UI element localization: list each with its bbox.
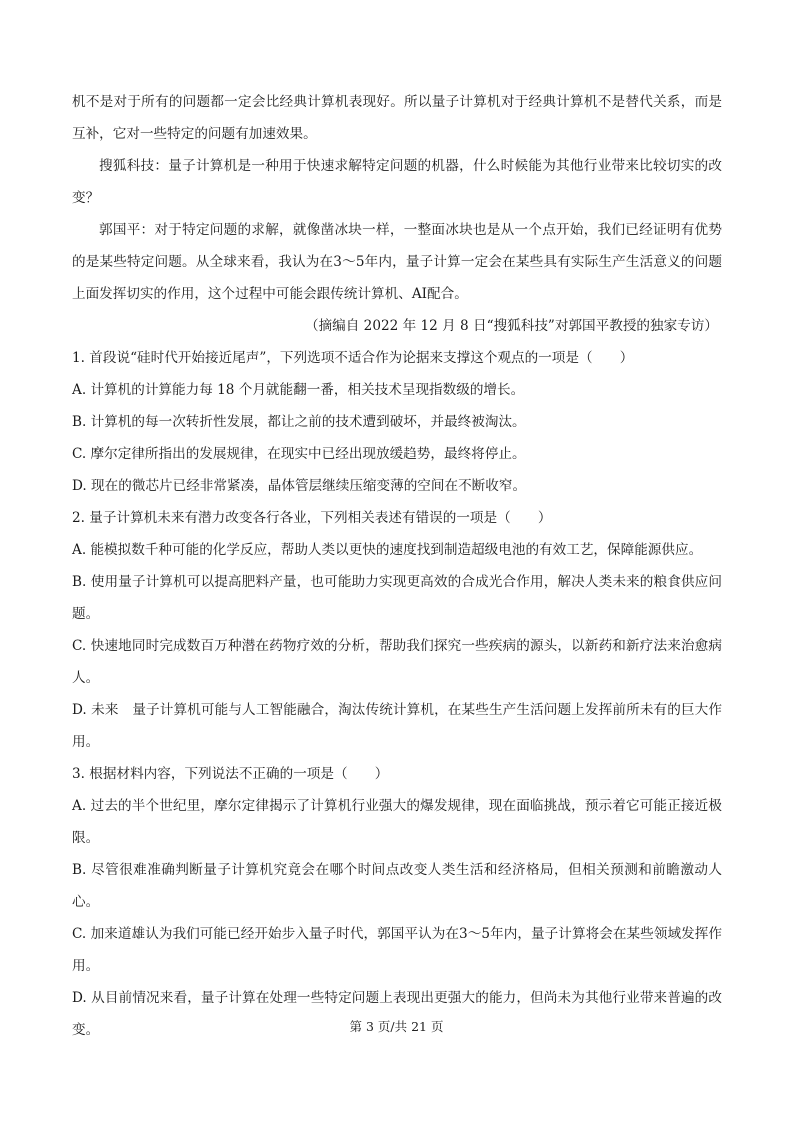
question-1 xyxy=(72,342,722,502)
passage-paragraph: 郭国平：对于特定问题的求解，就像凿冰块一样，一整面冰块也是从一个点开始，我们已经证明有优势的是某些特定问题。从全球来看，我认为在3～5年内，量子计算一定会在某些具有实际生产生活意义的问题上面发挥切实的作用，这个过程中可能会跟传统计算机、AI配合。 xyxy=(72,222,722,302)
question-stem: 3. 根据材料内容，下列说法不正确的一项是（ ） xyxy=(72,766,389,782)
document-body xyxy=(72,86,722,1046)
option-c: C. 加来道雄认为我们可能已经开始步入量子时代，郭国平认为在3～5年内，量子计算将会在某些领域发挥作用。 xyxy=(72,926,722,974)
passage-paragraph: 机不是对于所有的问题都一定会比经典计算机表现好。所以量子计算机对于经典计算机不是替代关系，而是互补，它对一些特定的问题有加速效果。 xyxy=(72,94,722,142)
option-a: A. 计算机的计算能力每 18 个月就能翻一番，相关技术呈现指数级的增长。 xyxy=(72,382,525,398)
option-a: A. 能模拟数千种可能的化学反应，帮助人类以更快的速度找到制造超级电池的有效工艺，保障能源供应。 xyxy=(72,542,703,558)
option-d: D. 从目前情况来看，量子计算在处理一些特定问题上表现出更强大的能力，但尚未为其他行业带来普遍的改变。 xyxy=(72,990,722,1038)
option-c: C. 快速地同时完成数百万种潜在药物疗效的分析，帮助我们探究一些疾病的源头，以新药和新疗法来治愈病人。 xyxy=(72,638,722,686)
question-stem: 1. 首段说“硅时代开始接近尾声”，下列选项不适合作为论据来支撑这个观点的一项是（ ） xyxy=(72,350,634,366)
passage-source: （摘编自 2022 年 12 月 8 日“搜狐科技”对郭国平教授的独家专访） xyxy=(304,318,718,334)
option-a: A. 过去的半个世纪里，摩尔定律揭示了计算机行业强大的爆发规律，现在面临挑战，预示着它可能正接近极限。 xyxy=(72,798,722,846)
option-c: C. 摩尔定律所指出的发展规律，在现实中已经出现放缓趋势，最终将停止。 xyxy=(72,446,526,462)
question-3 xyxy=(72,758,722,1046)
passage-paragraph: 搜狐科技：量子计算机是一种用于快速求解特定问题的机器，什么时候能为其他行业带来比较切实的改变？ xyxy=(72,158,722,206)
option-b: B. 使用量子计算机可以提高肥料产量，也可能助力实现更高效的合成光合作用，解决人类未来的粮食供应问题。 xyxy=(72,574,722,622)
option-d: D. 现在的微芯片已经非常紧凑，晶体管层继续压缩变薄的空间在不断收窄。 xyxy=(72,478,527,494)
page-number: 第 3 页/共 21 页 xyxy=(349,1019,444,1034)
option-b: B. 计算机的每一次转折性发展，都让之前的技术遭到破坏，并最终被淘汰。 xyxy=(72,414,526,430)
option-d: D. 未来 量子计算机可能与人工智能融合，淘汰传统计算机，在某些生产生活问题上发挥前所未有的巨大作用。 xyxy=(72,702,722,750)
option-b: B. 尽管很难准确判断量子计算机究竟会在哪个时间点改变人类生活和经济格局，但相关预测和前瞻激动人心。 xyxy=(72,862,722,910)
question-stem: 2. 量子计算机未来有潜力改变各行各业，下列相关表述有错误的一项是（ ） xyxy=(72,510,552,526)
question-2 xyxy=(72,502,722,758)
